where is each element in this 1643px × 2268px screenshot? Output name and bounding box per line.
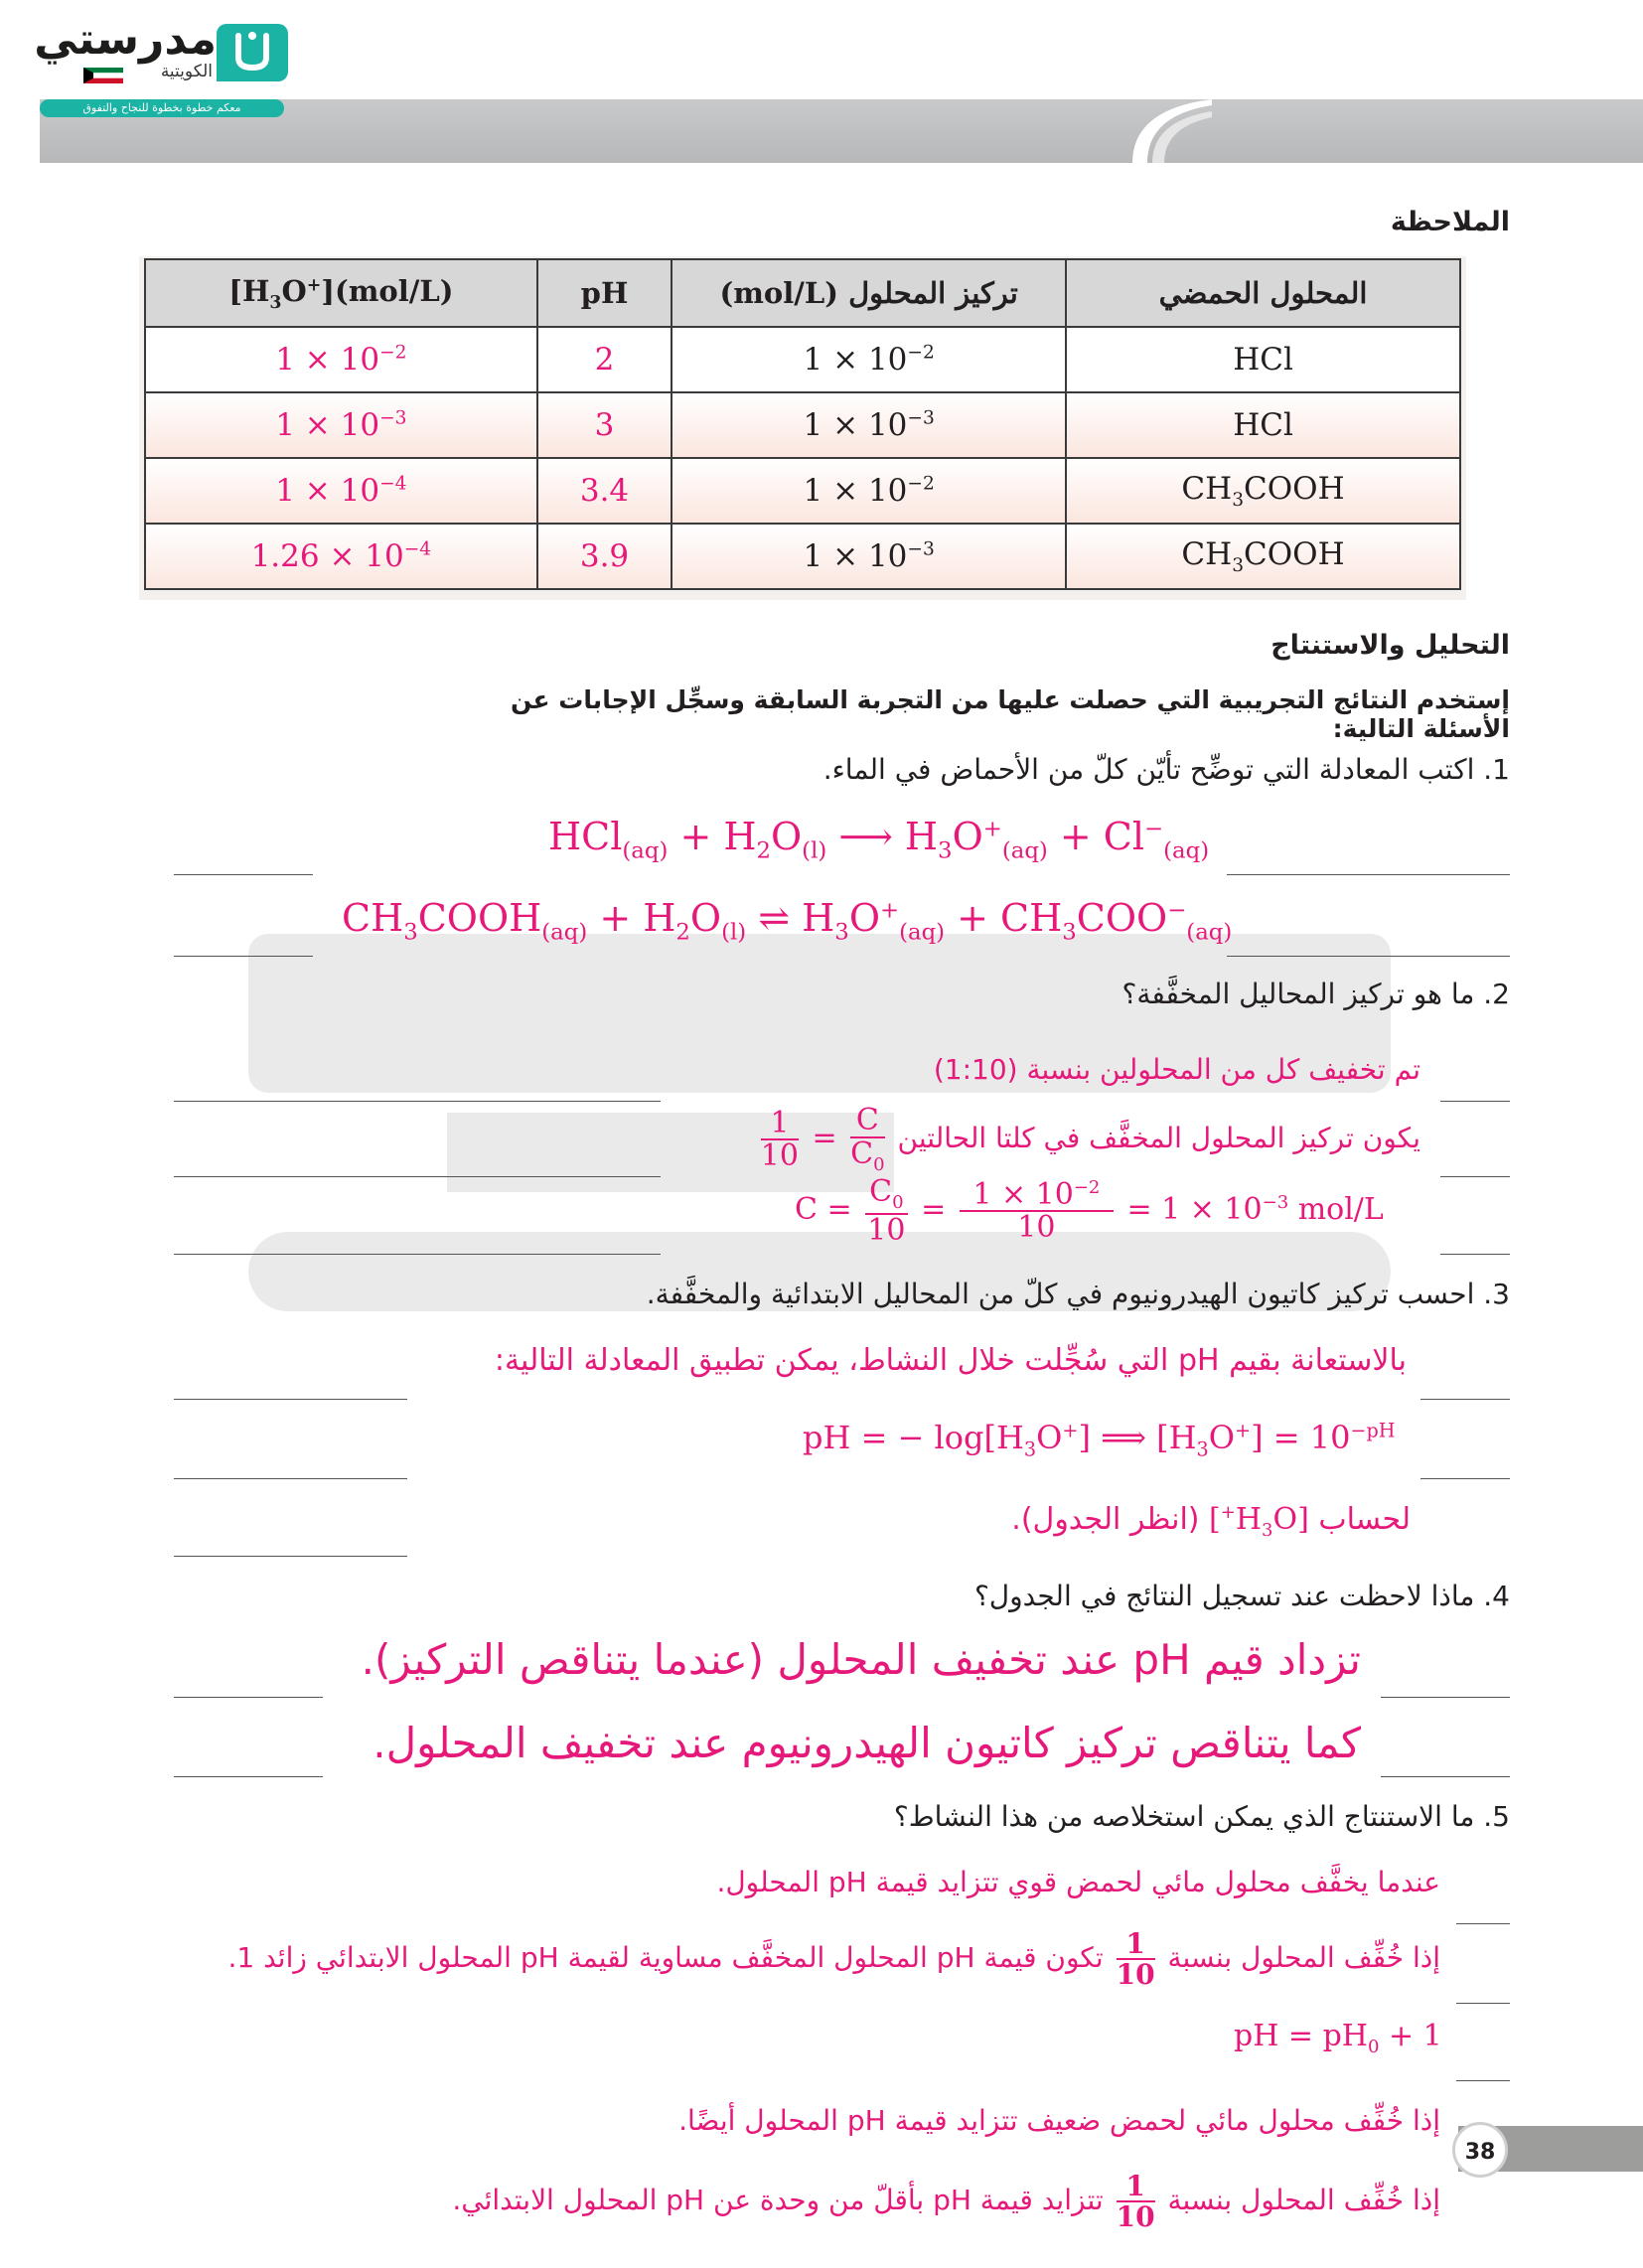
answer-line [174,1176,661,1177]
ph-cell: 3.9 [537,524,672,589]
page-number: 38 [1452,2122,1508,2178]
q4-answer-2: كما يتناقص تركيز كاتيون الهيدرونيوم عند تخفيف المحلول. [373,1719,1361,1767]
q5-answer-2: إذا خُفِّف المحلول بنسبة $\frac{1}{10}$ تكون قيمة pH المحلول المخفَّف مساوية لقيمة pH المحلول الابتدائي زائد 1. [227,1927,1440,1992]
answer-line [1227,956,1510,957]
school-logo-icon [217,24,288,81]
answer-line [174,1556,407,1557]
observation-heading: الملاحظة [1390,207,1510,237]
concentration-cell: $1 \times 10^{-2}$ [672,458,1066,524]
answer-line [1227,874,1510,875]
table-row [145,392,1460,458]
ph-cell: 3 [537,392,672,458]
answer-line [174,956,313,957]
concentration-cell: $1 \times 10^{-3}$ [672,524,1066,589]
acid-cell: HCl [1066,392,1460,458]
question-2: 2. ما هو تركيز المحاليل المخفَّفة؟ [1121,978,1510,1010]
h3o-cell: $1 \times 10^{-3}$ [145,392,537,458]
answer-line [1456,2003,1510,2004]
q3-answer-1: بالاستعانة بقيم pH التي سُجِّلت خلال النشاط، يمكن تطبيق المعادلة التالية: [494,1343,1407,1378]
ph-cell: 2 [537,327,672,392]
concentration-cell: $1 \times 10^{-3}$ [672,392,1066,458]
answer-line [1381,1697,1510,1698]
q4-answer-1: تزداد قيم pH عند تخفيف المحلول (عندما يتناقص التركيز). [361,1635,1361,1684]
answer-line [1420,1399,1510,1400]
concentration-column-header: تركيز المحلول (mol/L) [672,259,1066,327]
analysis-heading: التحليل والاستنتاج [1270,630,1510,661]
ph-column-header: pH [537,259,672,327]
h3o-column-header: $[H_3O^+](mol/L)$ [145,259,537,327]
answer-line [174,1776,323,1777]
answer-line [1456,1923,1510,1924]
answer-line [174,1101,661,1102]
q5-answer-3: pH = $pH_0 + 1$ [1234,2019,1442,2057]
table-row [145,327,1460,392]
acid-column-header: المحلول الحمضي [1066,259,1460,327]
answer-line [174,1478,407,1479]
analysis-intro: إستخدم النتائج التجريبية التي حصلت عليها من التجربة السابقة وسجِّل الإجابات عن الأسئلة التالية: [511,685,1510,743]
observation-table [144,258,1461,590]
question-3: 3. احسب تركيز كاتيون الهيدرونيوم في كلّ من المحاليل الابتدائية والمخفَّفة. [646,1278,1510,1310]
acid-cell: $CH_3COOH$ [1066,458,1460,524]
acid-cell: $CH_3COOH$ [1066,524,1460,589]
q5-answer-5: إذا خُفِّف المحلول بنسبة $\frac{1}{10}$ تتزايد قيمة pH بأقلّ من وحدة عن pH المحلول الابتدائي. [452,2170,1440,2234]
ph-cell: 3.4 [537,458,672,524]
answer-line [174,1697,323,1698]
question-1: 1. اكتب المعادلة التي توضِّح تأيّن كلّ من الأحماض في الماء. [822,753,1510,786]
equation-acetic: $CH_3COOH_{(aq)} + H_2O_{(l)}$ ⇌ $H_3O^+_{(aq)} + CH_3COO^-_{(aq)}$ [342,896,1233,946]
answer-line [1440,1176,1510,1177]
h3o-cell: $1 \times 10^{-4}$ [145,458,537,524]
table-row [145,524,1460,589]
answer-line [1381,1776,1510,1777]
q2-answer-3: C = $\frac{C_0}{10}$ = $\frac{1 \times 10^{-2}}{10}$ = $1 \times 10^{-3}$ mol/L [795,1174,1384,1248]
h3o-cell: $1.26 \times 10^{-4}$ [145,524,537,589]
answer-line [1420,1478,1510,1479]
q2-answer-1: تم تخفيف كل من المحلولين بنسبة (1:10) [933,1053,1420,1086]
q3-answer-2: pH = − $\log[H_3O^+]$ ⟹ $[H_3O^+] = 10^{-pH}$ [803,1419,1396,1461]
q5-answer-1: عندما يخفَّف محلول مائي لحمض قوي تتزايد قيمة pH المحلول. [716,1866,1440,1898]
answer-line [174,1254,661,1255]
answer-line [1440,1101,1510,1102]
concentration-cell: $1 \times 10^{-2}$ [672,327,1066,392]
q2-answer-2: يكون تركيز المحلول المخفَّف في كلتا الحالتين $\frac{C}{C_0}$ = $\frac{1}{10}$ [760,1103,1420,1175]
table-row [145,458,1460,524]
acid-cell: HCl [1066,327,1460,392]
h3o-cell: $1 \times 10^{-2}$ [145,327,537,392]
q5-answer-4: إذا خُفِّف محلول مائي لحمض ضعيف تتزايد قيمة pH المحلول أيضًا. [678,2104,1440,2137]
equation-hcl: $HCl_{(aq)} + H_2O_{(l)}$ ⟶ $H_3O^+_{(aq)} + Cl^-_{(aq)}$ [548,815,1210,864]
table-header-row [145,259,1460,327]
answer-line [174,1399,407,1400]
logo-title: مدرستي [34,14,217,65]
answer-line [1456,2080,1510,2081]
question-5: 5. ما الاستنتاج الذي يمكن استخلاصه من هذا النشاط؟ [893,1800,1510,1833]
question-4: 4. ماذا لاحظت عند تسجيل النتائج في الجدول؟ [973,1580,1510,1612]
kuwait-flag-icon [83,68,123,83]
logo-tagline: معكم خطوة بخطوة للنجاح والتفوق [40,99,284,117]
q3-answer-3: لحساب $[H_3O^+]$ (انظر الجدول). [1011,1502,1411,1541]
logo-subtitle: الكويتية [160,62,213,81]
header-swoosh [1073,99,1212,163]
answer-line [1440,1254,1510,1255]
answer-line [174,874,313,875]
